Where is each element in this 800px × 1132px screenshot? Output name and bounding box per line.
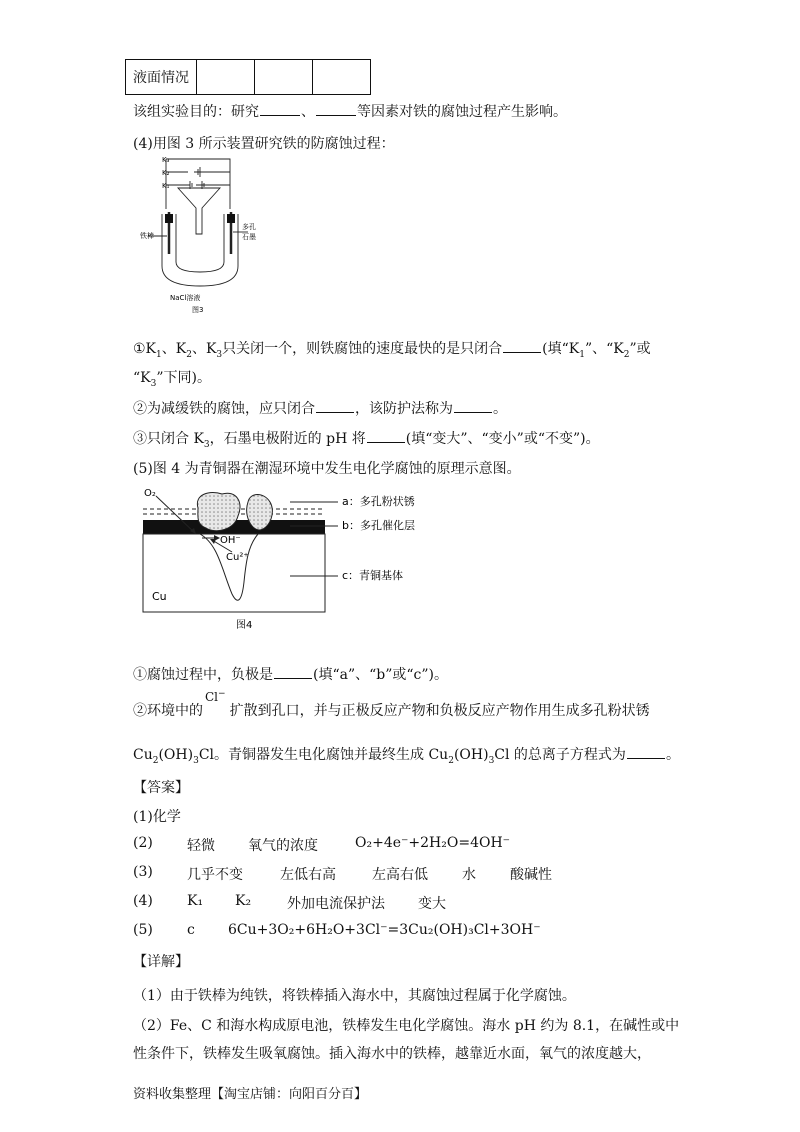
answer-header: 【答案】 <box>133 780 189 796</box>
answer-1: (1)化学 <box>133 809 181 825</box>
label-k3: K₃ <box>162 156 170 164</box>
table-cell <box>255 60 313 95</box>
answer-blank <box>367 430 405 443</box>
figure-4-caption: 图4 <box>236 620 253 631</box>
label-porous: 多孔 <box>242 223 256 231</box>
stopper-right <box>227 214 235 223</box>
figure-4-corrosion-diagram <box>140 482 460 632</box>
figure-3-caption: 图3 <box>192 306 204 314</box>
explain-paragraph-1: （1）由于铁棒为纯铁，将铁棒插入海水中，其腐蚀过程属于化学腐蚀。 <box>133 988 576 1004</box>
question-4-heading: (4)用图 3 所示装置研究铁的防腐蚀过程： <box>133 136 395 152</box>
q5-part2: ②环境中的Cl−扩散到孔口，并与正极反应产物和负极反应产物作用生成多孔粉状锈 <box>133 689 650 719</box>
q4-part3: ③只闭合 $K_3$，石墨电极附近的 pH 将 (填“变大”、“变小”或“不变”)。 <box>133 431 600 450</box>
label-b-catalytic-layer: b：多孔催化层 <box>342 519 415 532</box>
answer-blank <box>503 340 541 353</box>
label-nacl-solution: NaCl溶液 <box>170 294 201 302</box>
q5-part1: ①腐蚀过程中，负极是 (填“a”、“b”或“c”)。 <box>133 667 449 683</box>
label-graphite: 石墨 <box>242 233 256 241</box>
table-row-label: 液面情况 <box>126 60 197 95</box>
explain-paragraph-2b: 性条件下，铁棒发生吸氧腐蚀。插入海水中的铁棒，越靠近水面，氧气的浓度越大， <box>133 1046 651 1062</box>
figure-3-apparatus <box>140 154 260 316</box>
answer-5: (5) c 6Cu+3O₂+6H₂O+3Cl⁻=3Cu₂(OH)₃Cl+3OH⁻ <box>133 922 541 938</box>
answer-blank <box>274 666 312 679</box>
purpose-line: 该组实验目的：研究 、 等因素对铁的腐蚀过程产生影响。 <box>133 104 567 120</box>
label-cu: Cu <box>152 590 167 603</box>
label-cu2-plus: Cu²⁺ <box>226 552 249 563</box>
table-cell <box>313 60 371 95</box>
label-k2: K₂ <box>162 169 170 177</box>
page-footer: 资料收集整理【淘宝店铺：向阳百分百】 <box>133 1087 368 1102</box>
answer-3: (3) 几乎不变 左低右高 左高右低 水 酸碱性 <box>133 864 552 883</box>
label-c-bronze-substrate: c：青铜基体 <box>342 569 404 582</box>
explain-header: 【详解】 <box>133 954 189 970</box>
answer-blank <box>627 746 665 759</box>
chloride-ion: Cl− <box>205 689 226 704</box>
stopper-left <box>165 214 173 223</box>
answer-blank <box>316 400 354 413</box>
q4-part1-line2: “$K_3$”下同)。 <box>133 370 211 389</box>
label-oh-minus: OH⁻ <box>220 535 241 546</box>
liquid-level-table <box>125 59 371 95</box>
q4-part2: ②为减缓铁的腐蚀，应只闭合 ，该防护法称为 。 <box>133 401 507 417</box>
answer-2: (2) 轻微 氧气的浓度 O₂+4e⁻+2H₂O=4OH⁻ <box>133 835 511 854</box>
answer-4: (4) K₁ K₂ 外加电流保护法 变大 <box>133 893 446 912</box>
answer-blank <box>260 103 300 116</box>
explain-paragraph-2a: （2）Fe、C 和海水构成原电池，铁棒发生电化学腐蚀。海水 pH 约为 8.1，在碱性或中 <box>133 1018 680 1034</box>
label-iron-rod: 铁棒 <box>140 232 154 240</box>
label-a-porous-rust: a：多孔粉状锈 <box>342 495 415 508</box>
q4-part1-line1: $①K_1$、$K_2$、$K_3$只关闭一个，则铁腐蚀的速度最快的是只闭合 (填“$K_1$”、“$K_2$”或 <box>133 341 651 360</box>
answer-blank <box>454 400 492 413</box>
question-5-heading: (5)图 4 为青铜器在潮湿环境中发生电化学腐蚀的原理示意图。 <box>133 461 521 477</box>
q5-part3: $Cu_2(OH)_3Cl$。青铜器发生电化腐蚀并最终生成 $Cu_2(OH)_3Cl$ 的总离子方程式为 。 <box>133 747 680 766</box>
label-k1: K₁ <box>162 182 170 190</box>
label-o2: O₂ <box>144 488 156 499</box>
answer-blank <box>316 103 356 116</box>
table-cell <box>197 60 255 95</box>
rust-blob-b <box>247 495 273 531</box>
